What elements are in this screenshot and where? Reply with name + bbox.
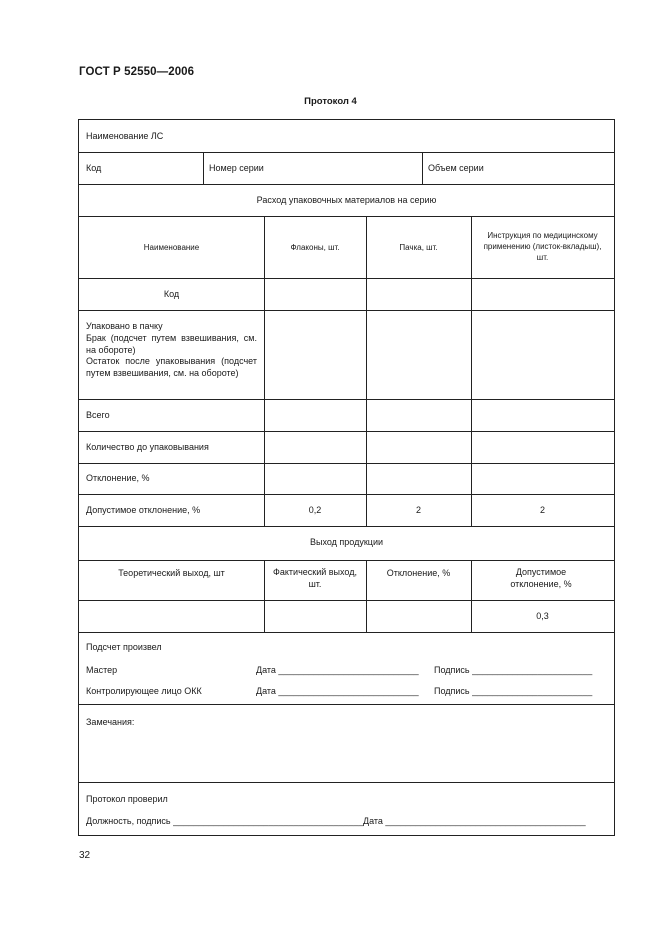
- col-header-packs: Пачка, шт.: [399, 243, 438, 252]
- col-header-leaflet: Инструкция по медицинскому применению (листок-вкладыш), шт.: [483, 231, 602, 262]
- batch-number-field: Номер серии: [209, 163, 264, 173]
- master-label: Мастер: [86, 665, 118, 675]
- col-header-vials: Флаконы, шт.: [290, 243, 340, 252]
- output-allowed-value: 0,3: [536, 611, 549, 621]
- allowed-deviation-packs: 2: [415, 505, 421, 515]
- row-packed-label: Упаковано в пачку: [86, 321, 163, 331]
- allowed-deviation-vials: 0,2: [308, 505, 322, 515]
- row-allowed-deviation-label: Допустимое отклонение, %: [86, 505, 201, 515]
- remarks-label: Замечания:: [86, 717, 135, 727]
- qc-date-line: Дата ____________________________: [256, 686, 419, 696]
- row-total-label: Всего: [86, 410, 110, 420]
- batch-volume-field: Объем серии: [428, 163, 484, 173]
- qc-person-label: Контролирующее лицо ОКК: [86, 686, 202, 696]
- materials-section-title: Расход упаковочных материалов на серию: [256, 195, 437, 205]
- col-header-name: Наименование: [143, 243, 200, 252]
- page-number: 32: [79, 850, 91, 861]
- verification-title: Протокол проверил: [86, 794, 168, 804]
- protocol-form: [78, 119, 615, 836]
- row-deviation-label: Отклонение, %: [86, 473, 150, 483]
- allowed-deviation-leaflet: 2: [539, 505, 545, 515]
- verification-date-line: Дата ________________________________________: [363, 816, 586, 826]
- row-defect-label: Брак (подсчет путем взвешивания, см. на обороте): [86, 333, 257, 355]
- position-signature-line: Должность, подпись ______________________________________: [86, 816, 364, 826]
- qc-signature-line: Подпись ________________________: [434, 686, 593, 696]
- master-signature-line: Подпись ________________________: [434, 665, 593, 675]
- output-col-allowed: Допустимое отклонение, %: [510, 567, 572, 589]
- output-col-actual: Фактический выход, шт.: [273, 567, 357, 589]
- protocol-title: Протокол 4: [304, 96, 357, 107]
- row-remainder-label: Остаток после упаковывания (подсчет путем взвешивания, см. на обороте): [86, 356, 257, 378]
- row-qty-before-label: Количество до упаковывания: [86, 442, 209, 452]
- calculation-title: Подсчет произвел: [86, 642, 162, 652]
- output-col-deviation: Отклонение, %: [386, 568, 451, 578]
- row-code-label: Код: [163, 289, 180, 299]
- document-code-header: ГОСТ Р 52550—2006: [79, 66, 195, 78]
- drug-name-field: Наименование ЛС: [86, 131, 164, 141]
- master-date-line: Дата ____________________________: [256, 665, 419, 675]
- code-field: Код: [86, 163, 102, 173]
- output-section-title: Выход продукции: [309, 537, 383, 547]
- output-col-theoretical: Теоретический выход, шт: [118, 568, 225, 578]
